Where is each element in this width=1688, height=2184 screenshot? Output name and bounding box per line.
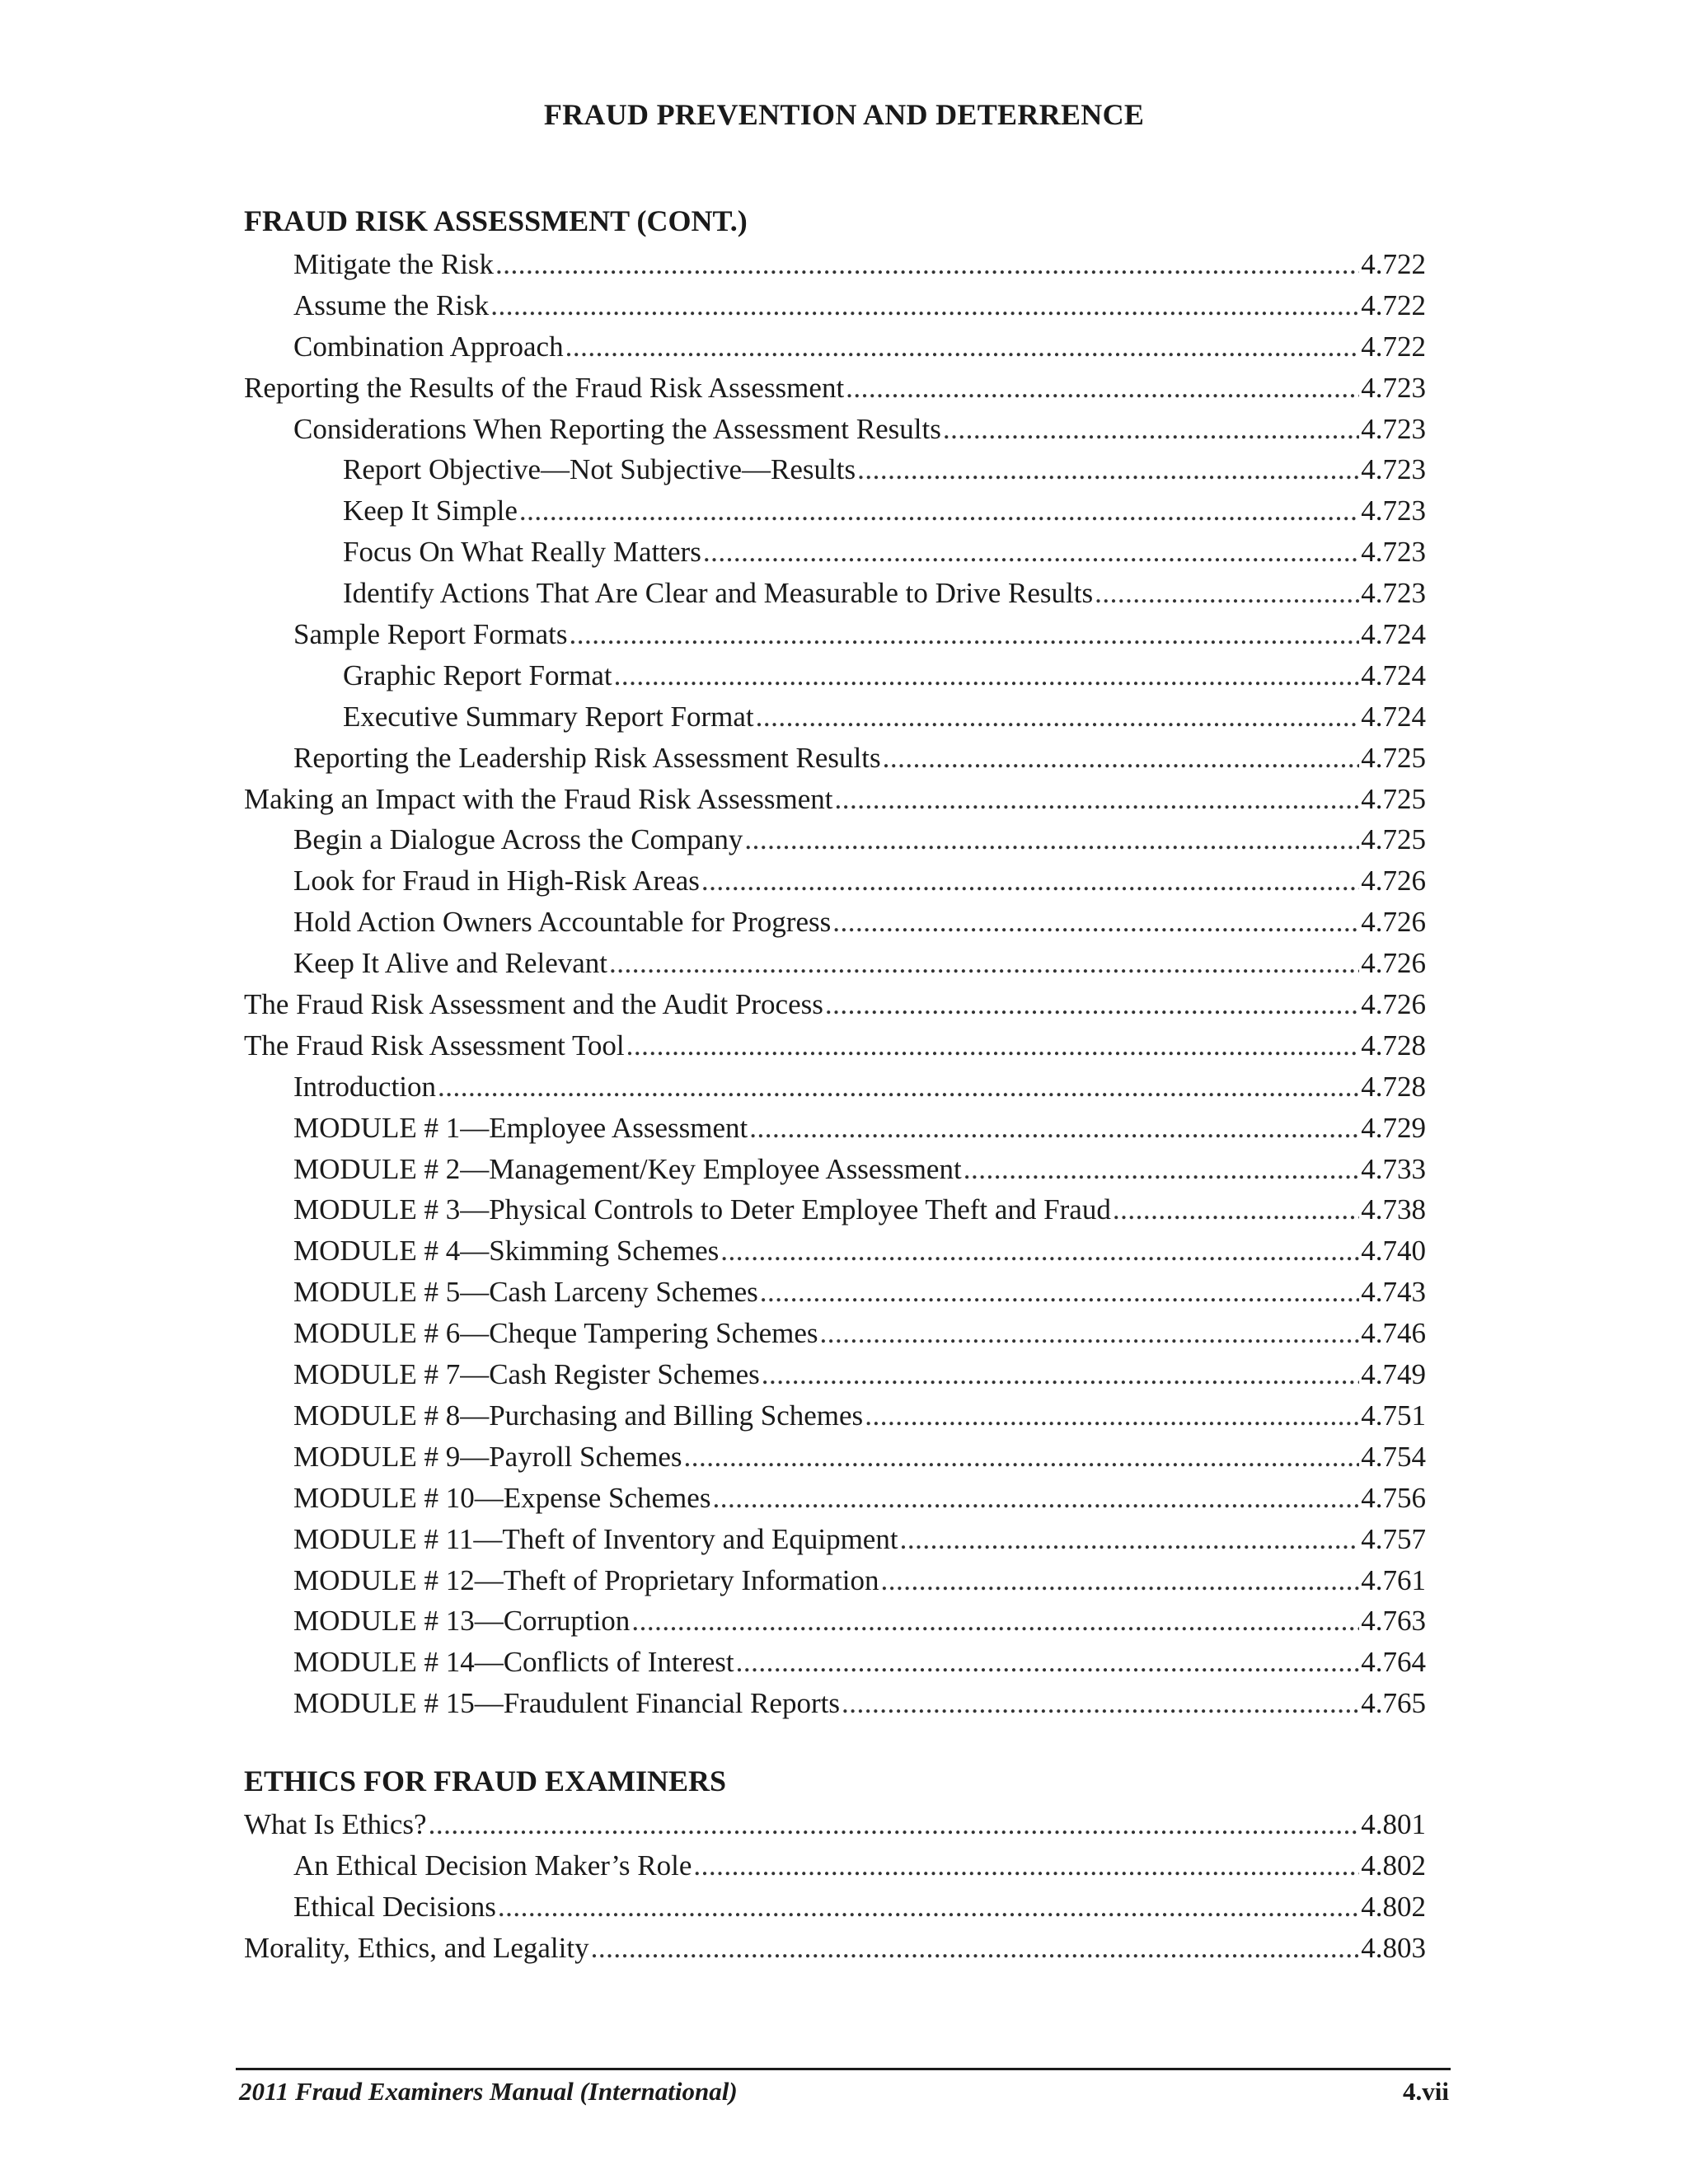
toc-entry[interactable] <box>244 943 1426 984</box>
toc-entry-page: 4.764 <box>1361 1646 1426 1679</box>
toc-entry-title: Keep It Alive and Relevant <box>293 947 607 980</box>
toc-entry-page: 4.763 <box>1361 1605 1426 1638</box>
footer-page-number: 4.vii <box>1403 2077 1449 2106</box>
toc-dot-leader <box>429 1804 1360 1845</box>
toc-entry-page: 4.725 <box>1361 782 1426 815</box>
toc-entry-title: MODULE # 14—Conflicts of Interest <box>293 1646 734 1679</box>
toc-entry-page: 4.725 <box>1361 823 1426 856</box>
toc-entry-title: Morality, Ethics, and Legality <box>244 1931 589 1964</box>
toc-entry-page: 4.743 <box>1361 1276 1426 1309</box>
toc-entry-title: Keep It Simple <box>343 494 518 527</box>
toc-entry[interactable] <box>244 1108 1426 1149</box>
toc-dot-leader <box>701 860 1359 902</box>
toc-entry[interactable] <box>244 409 1426 450</box>
toc-entry-page: 4.761 <box>1361 1563 1426 1596</box>
toc-entry-title: Making an Impact with the Fraud Risk Assessment <box>244 782 833 815</box>
toc-dot-leader <box>1113 1189 1359 1230</box>
toc-list <box>244 244 1426 1724</box>
toc-entry-title: MODULE # 10—Expense Schemes <box>293 1481 711 1514</box>
toc-entry-title: MODULE # 2—Management/Key Employee Assessment <box>293 1152 962 1185</box>
toc-entry[interactable] <box>244 490 1426 532</box>
toc-entry[interactable] <box>244 1230 1426 1272</box>
toc-entry[interactable] <box>244 902 1426 943</box>
toc-dot-leader <box>609 943 1359 984</box>
toc-entry-page: 4.723 <box>1361 536 1426 569</box>
toc-dot-leader <box>591 1928 1360 1969</box>
toc-entry-page: 4.723 <box>1361 371 1426 404</box>
toc-entry-page: 4.724 <box>1361 658 1426 691</box>
toc-entry-page: 4.722 <box>1361 288 1426 321</box>
toc-entry[interactable] <box>244 738 1426 779</box>
toc-entry-page: 4.726 <box>1361 906 1426 939</box>
toc-entry-title: MODULE # 3—Physical Controls to Deter Employee Theft and Fraud <box>293 1193 1111 1226</box>
toc-entry-page: 4.723 <box>1361 453 1426 486</box>
toc-entry-title: Reporting the Leadership Risk Assessment Results <box>293 741 881 774</box>
toc-dot-leader <box>964 1149 1360 1190</box>
toc-dot-leader <box>835 779 1360 820</box>
toc-entry[interactable] <box>244 860 1426 902</box>
toc-entry-title: Combination Approach <box>293 330 564 363</box>
toc-entry[interactable] <box>244 1845 1426 1886</box>
toc-entry-page: 4.724 <box>1361 700 1426 733</box>
toc-entry-page: 4.751 <box>1361 1399 1426 1432</box>
toc-entry-page: 4.726 <box>1361 988 1426 1021</box>
toc-dot-leader <box>857 449 1359 490</box>
toc-entry-page: 4.726 <box>1361 947 1426 980</box>
toc-entry-page: 4.756 <box>1361 1481 1426 1514</box>
toc-entry-page: 4.733 <box>1361 1152 1426 1185</box>
toc-entry-title: Hold Action Owners Accountable for Progress <box>293 906 832 939</box>
toc-entry-title: Considerations When Reporting the Assessment Results <box>293 412 941 445</box>
toc-entry[interactable] <box>244 1928 1426 1969</box>
toc-entry-title: Identify Actions That Are Clear and Measurable to Drive Results <box>343 577 1094 610</box>
toc-entry[interactable] <box>244 1804 1426 1845</box>
toc-entry-page: 4.722 <box>1361 248 1426 280</box>
toc-entry-page: 4.757 <box>1361 1522 1426 1555</box>
section-heading: FRAUD RISK ASSESSMENT (CONT.) <box>244 204 748 237</box>
toc-dot-leader <box>438 1066 1359 1108</box>
toc-entry-page: 4.746 <box>1361 1317 1426 1350</box>
toc-dot-leader <box>498 1886 1359 1928</box>
toc-entry-title: Mitigate the Risk <box>293 248 495 280</box>
toc-entry-page: 4.803 <box>1361 1931 1426 1964</box>
toc-entry[interactable] <box>244 368 1426 409</box>
toc-entry[interactable] <box>244 614 1426 655</box>
toc-entry[interactable] <box>244 1478 1426 1519</box>
toc-entry-page: 4.722 <box>1361 330 1426 363</box>
toc-dot-leader <box>900 1519 1360 1560</box>
toc-entry[interactable] <box>244 1354 1426 1395</box>
toc-entry-title: MODULE # 9—Payroll Schemes <box>293 1440 682 1473</box>
toc-entry-page: 4.738 <box>1361 1193 1426 1226</box>
toc-entry-title: Graphic Report Format <box>343 658 612 691</box>
toc-dot-leader <box>842 1683 1359 1724</box>
toc-entry-page: 4.802 <box>1361 1890 1426 1923</box>
toc-entry-title: Reporting the Results of the Fraud Risk Assessment <box>244 371 845 404</box>
toc-entry-title: MODULE # 12—Theft of Proprietary Information <box>293 1563 879 1596</box>
toc-dot-leader <box>683 1436 1359 1478</box>
toc-entry-title: MODULE # 1—Employee Assessment <box>293 1111 748 1144</box>
toc-entry[interactable] <box>244 1395 1426 1436</box>
toc-dot-leader <box>820 1313 1360 1354</box>
toc-entry[interactable] <box>244 819 1426 860</box>
toc-entry[interactable] <box>244 532 1426 573</box>
toc-dot-leader <box>846 368 1359 409</box>
footer-rule <box>236 2068 1451 2070</box>
footer-manual-title: 2011 Fraud Examiners Manual (International) <box>239 2077 738 2106</box>
toc-entry[interactable] <box>244 1189 1426 1230</box>
toc-entry-page: 4.723 <box>1361 577 1426 610</box>
toc-entry[interactable] <box>244 1519 1426 1560</box>
toc-entry-title: The Fraud Risk Assessment and the Audit Process <box>244 988 823 1021</box>
toc-entry-title: MODULE # 5—Cash Larceny Schemes <box>293 1276 758 1309</box>
toc-entry[interactable] <box>244 1272 1426 1313</box>
section-heading: ETHICS FOR FRAUD EXAMINERS <box>244 1765 727 1797</box>
toc-entry[interactable] <box>244 573 1426 614</box>
toc-entry-title: MODULE # 7—Cash Register Schemes <box>293 1358 760 1391</box>
toc-entry[interactable] <box>244 244 1426 285</box>
toc-dot-leader <box>519 490 1359 532</box>
toc-entry-page: 4.728 <box>1361 1029 1426 1062</box>
toc-entry[interactable] <box>244 1560 1426 1601</box>
toc-entry-title: Look for Fraud in High-Risk Areas <box>293 865 700 898</box>
toc-entry-page: 4.729 <box>1361 1111 1426 1144</box>
toc-dot-leader <box>760 1272 1359 1313</box>
toc-section-ethics <box>244 1758 1426 1969</box>
toc-dot-leader <box>865 1395 1359 1436</box>
toc-entry-title: Executive Summary Report Format <box>343 700 754 733</box>
toc-entry[interactable] <box>244 1436 1426 1478</box>
toc-entry-page: 4.754 <box>1361 1440 1426 1473</box>
toc-dot-leader <box>693 1845 1359 1886</box>
toc-dot-leader <box>631 1601 1359 1642</box>
toc-dot-leader <box>703 532 1359 573</box>
toc-entry[interactable] <box>244 1683 1426 1724</box>
toc-entry-title: MODULE # 6—Cheque Tampering Schemes <box>293 1317 818 1350</box>
toc-entry[interactable] <box>244 655 1426 696</box>
toc-entry[interactable] <box>244 984 1426 1025</box>
toc-entry-title: The Fraud Risk Assessment Tool <box>244 1029 625 1062</box>
toc-entry[interactable] <box>244 1601 1426 1642</box>
toc-entry-title: MODULE # 11—Theft of Inventory and Equipment <box>293 1522 898 1555</box>
toc-dot-leader <box>825 984 1359 1025</box>
toc-entry-page: 4.728 <box>1361 1070 1426 1103</box>
toc-entry-page: 4.726 <box>1361 865 1426 898</box>
toc-dot-leader <box>565 326 1360 368</box>
toc-entry-page: 4.725 <box>1361 741 1426 774</box>
toc-entry-title: Ethical Decisions <box>293 1890 496 1923</box>
toc-entry[interactable] <box>244 696 1426 738</box>
toc-list <box>244 1804 1426 1969</box>
toc-entry-page: 4.724 <box>1361 618 1426 651</box>
toc-entry-title: Introduction <box>293 1070 437 1103</box>
toc-entry-page: 4.723 <box>1361 412 1426 445</box>
page-title: FRAUD PREVENTION AND DETERRENCE <box>543 98 1145 131</box>
toc-dot-leader <box>1095 573 1359 614</box>
toc-entry[interactable] <box>244 1642 1426 1683</box>
toc-dot-leader <box>626 1025 1360 1066</box>
toc-entry[interactable] <box>244 449 1426 490</box>
toc-dot-leader <box>883 738 1360 779</box>
toc-entry-title: Sample Report Formats <box>293 618 568 651</box>
toc-entry-title: An Ethical Decision Maker’s Role <box>293 1849 692 1882</box>
toc-entry[interactable] <box>244 1066 1426 1108</box>
toc-entry-page: 4.723 <box>1361 494 1426 527</box>
toc-entry-title: MODULE # 13—Corruption <box>293 1605 631 1638</box>
toc-entry-page: 4.802 <box>1361 1849 1426 1882</box>
toc-entry-page: 4.765 <box>1361 1687 1426 1720</box>
toc-entry[interactable] <box>244 285 1426 326</box>
toc-entry[interactable] <box>244 1313 1426 1354</box>
toc-dot-leader <box>943 409 1359 450</box>
toc-dot-leader <box>569 614 1359 655</box>
toc-entry-page: 4.801 <box>1361 1808 1426 1840</box>
toc-section-fraud-risk-assessment <box>244 198 1426 1724</box>
toc-entry-title: What Is Ethics? <box>244 1808 427 1840</box>
toc-dot-leader <box>720 1230 1359 1272</box>
toc-entry[interactable] <box>244 326 1426 368</box>
toc-dot-leader <box>712 1478 1359 1519</box>
toc-entry-title: MODULE # 8—Purchasing and Billing Schemes <box>293 1399 864 1432</box>
toc-dot-leader <box>762 1354 1359 1395</box>
toc-entry-title: MODULE # 4—Skimming Schemes <box>293 1235 720 1268</box>
toc-entry[interactable] <box>244 1149 1426 1190</box>
toc-entry-title: Begin a Dialogue Across the Company <box>293 823 743 856</box>
toc-entry-title: Focus On What Really Matters <box>343 536 701 569</box>
toc-dot-leader <box>881 1560 1360 1601</box>
toc-dot-leader <box>495 244 1359 285</box>
toc-dot-leader <box>490 285 1359 326</box>
toc-dot-leader <box>749 1108 1359 1149</box>
toc-entry-page: 4.749 <box>1361 1358 1426 1391</box>
toc-entry-title: MODULE # 15—Fraudulent Financial Reports <box>293 1687 840 1720</box>
toc-entry[interactable] <box>244 1886 1426 1928</box>
toc-entry[interactable] <box>244 779 1426 820</box>
toc-dot-leader <box>736 1642 1360 1683</box>
toc-dot-leader <box>756 696 1360 738</box>
toc-dot-leader <box>832 902 1359 943</box>
toc-dot-leader <box>614 655 1360 696</box>
toc-entry-title: Assume the Risk <box>293 288 490 321</box>
toc-entry-title: Report Objective—Not Subjective—Results <box>343 453 856 486</box>
toc-entry[interactable] <box>244 1025 1426 1066</box>
toc-dot-leader <box>744 819 1359 860</box>
toc-entry-page: 4.740 <box>1361 1235 1426 1268</box>
